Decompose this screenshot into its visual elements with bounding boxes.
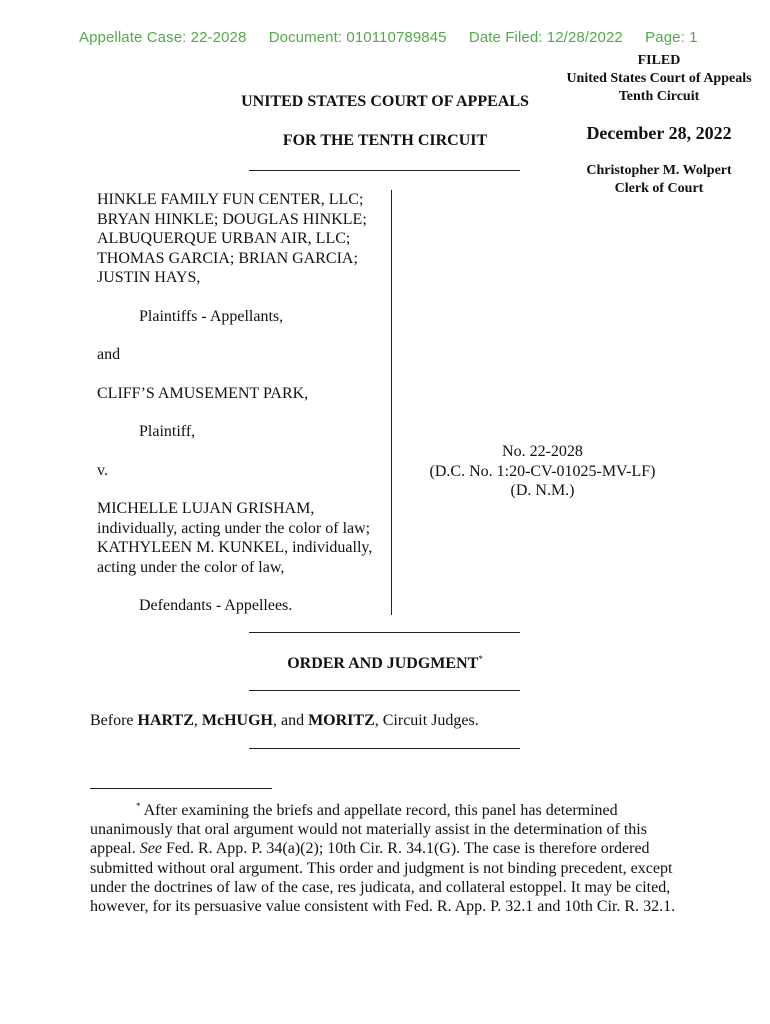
- appellant-line: HINKLE FAMILY FUN CENTER, LLC;: [97, 191, 364, 208]
- appellant-line: JUSTIN HAYS,: [97, 269, 201, 286]
- panel-sep: , and: [272, 712, 309, 729]
- district: (D. N.M.): [510, 482, 575, 499]
- document-number: Document: 010110789845: [268, 29, 447, 46]
- appellant-line: ALBUQUERQUE URBAN AIR, LLC;: [97, 230, 351, 247]
- order-rule: [249, 690, 520, 691]
- order-footnote-marker: *: [478, 654, 483, 664]
- district-case-number: (D.C. No. 1:20-CV-01025-MV-LF): [429, 462, 656, 480]
- judge-mchugh: McHUGH: [201, 712, 273, 729]
- filed-stamp: [548, 52, 770, 106]
- footnote-see: See: [139, 840, 162, 858]
- judge-moritz: MORITZ: [308, 712, 375, 729]
- page-number: Page: 1: [645, 29, 698, 46]
- circuit-title: FOR THE TENTH CIRCUIT: [282, 132, 488, 149]
- versus: v.: [97, 461, 108, 479]
- order-title-text: ORDER AND JUDGMENT: [287, 655, 479, 672]
- clerk-title: Clerk of Court: [614, 181, 704, 196]
- defendant-line: KATHYLEEN M. KUNKEL, individually,: [97, 539, 373, 556]
- case-number-block: [420, 442, 665, 501]
- panel-line: [90, 712, 479, 730]
- filed-label: FILED: [637, 53, 681, 68]
- clerk-name: Christopher M. Wolpert: [586, 163, 732, 178]
- date-filed: Date Filed: 12/28/2022: [468, 29, 623, 46]
- footnote-text-2: Fed. R. App. P. 34(a)(2); 10th Cir. R. 34.1(G). The case is therefore ordered submitted without oral argument. This order and judgment is not binding precedent, except under the doctrines of law of the case, res judicata, and collateral estoppel. It may be cited, however, for its persuasive value consistent with Fed. R. App. P. 32.1 and 10th Cir. R. 32.1.: [90, 840, 676, 916]
- panel-sep: ,: [193, 712, 202, 729]
- plaintiff-name: CLIFF’S AMUSEMENT PARK,: [97, 384, 309, 402]
- footnote-marker: *: [136, 801, 141, 811]
- defendant-line: individually, acting under the color of law;: [97, 519, 371, 537]
- filed-date: December 28, 2022: [586, 123, 732, 143]
- caption-rule: [249, 632, 520, 633]
- footnote-paragraph: [90, 797, 680, 916]
- filing-header: [79, 29, 716, 46]
- appellants-role: Plaintiffs - Appellants,: [139, 307, 284, 325]
- panel-suffix: , Circuit Judges.: [374, 712, 479, 729]
- appellant-line: THOMAS GARCIA; BRIAN GARCIA;: [97, 249, 358, 267]
- appellant-line: BRYAN HINKLE; DOUGLAS HINKLE;: [97, 210, 367, 228]
- defendants-role: Defendants - Appellees.: [139, 597, 293, 614]
- filed-circuit: Tenth Circuit: [618, 89, 700, 104]
- plaintiff-role: Plaintiff,: [139, 423, 196, 440]
- and-conjunction: and: [97, 346, 121, 363]
- footnote: [90, 797, 680, 916]
- filed-court: United States Court of Appeals: [566, 71, 752, 86]
- caption-divider: [391, 190, 392, 615]
- defendant-line: acting under the color of law,: [97, 558, 285, 576]
- defendant-line: MICHELLE LUJAN GRISHAM,: [97, 500, 315, 517]
- footnote-rule: [90, 788, 272, 789]
- panel-rule: [249, 748, 520, 749]
- appellate-case-number: Appellate Case: 22-2028: [79, 29, 247, 46]
- footnote-text-1: After examining the briefs and appellate record, this panel has determined unanimously that oral argument would not materially assist in the determination of this appeal.: [90, 802, 647, 858]
- case-caption-parties: [97, 190, 387, 616]
- heading-rule: [249, 170, 520, 171]
- court-title: UNITED STATES COURT OF APPEALS: [241, 93, 529, 110]
- judge-hartz: HARTZ: [137, 712, 194, 729]
- clerk-block: [548, 162, 770, 198]
- order-title: [200, 654, 570, 673]
- panel-before: Before: [90, 712, 138, 729]
- case-number: No. 22-2028: [502, 443, 583, 460]
